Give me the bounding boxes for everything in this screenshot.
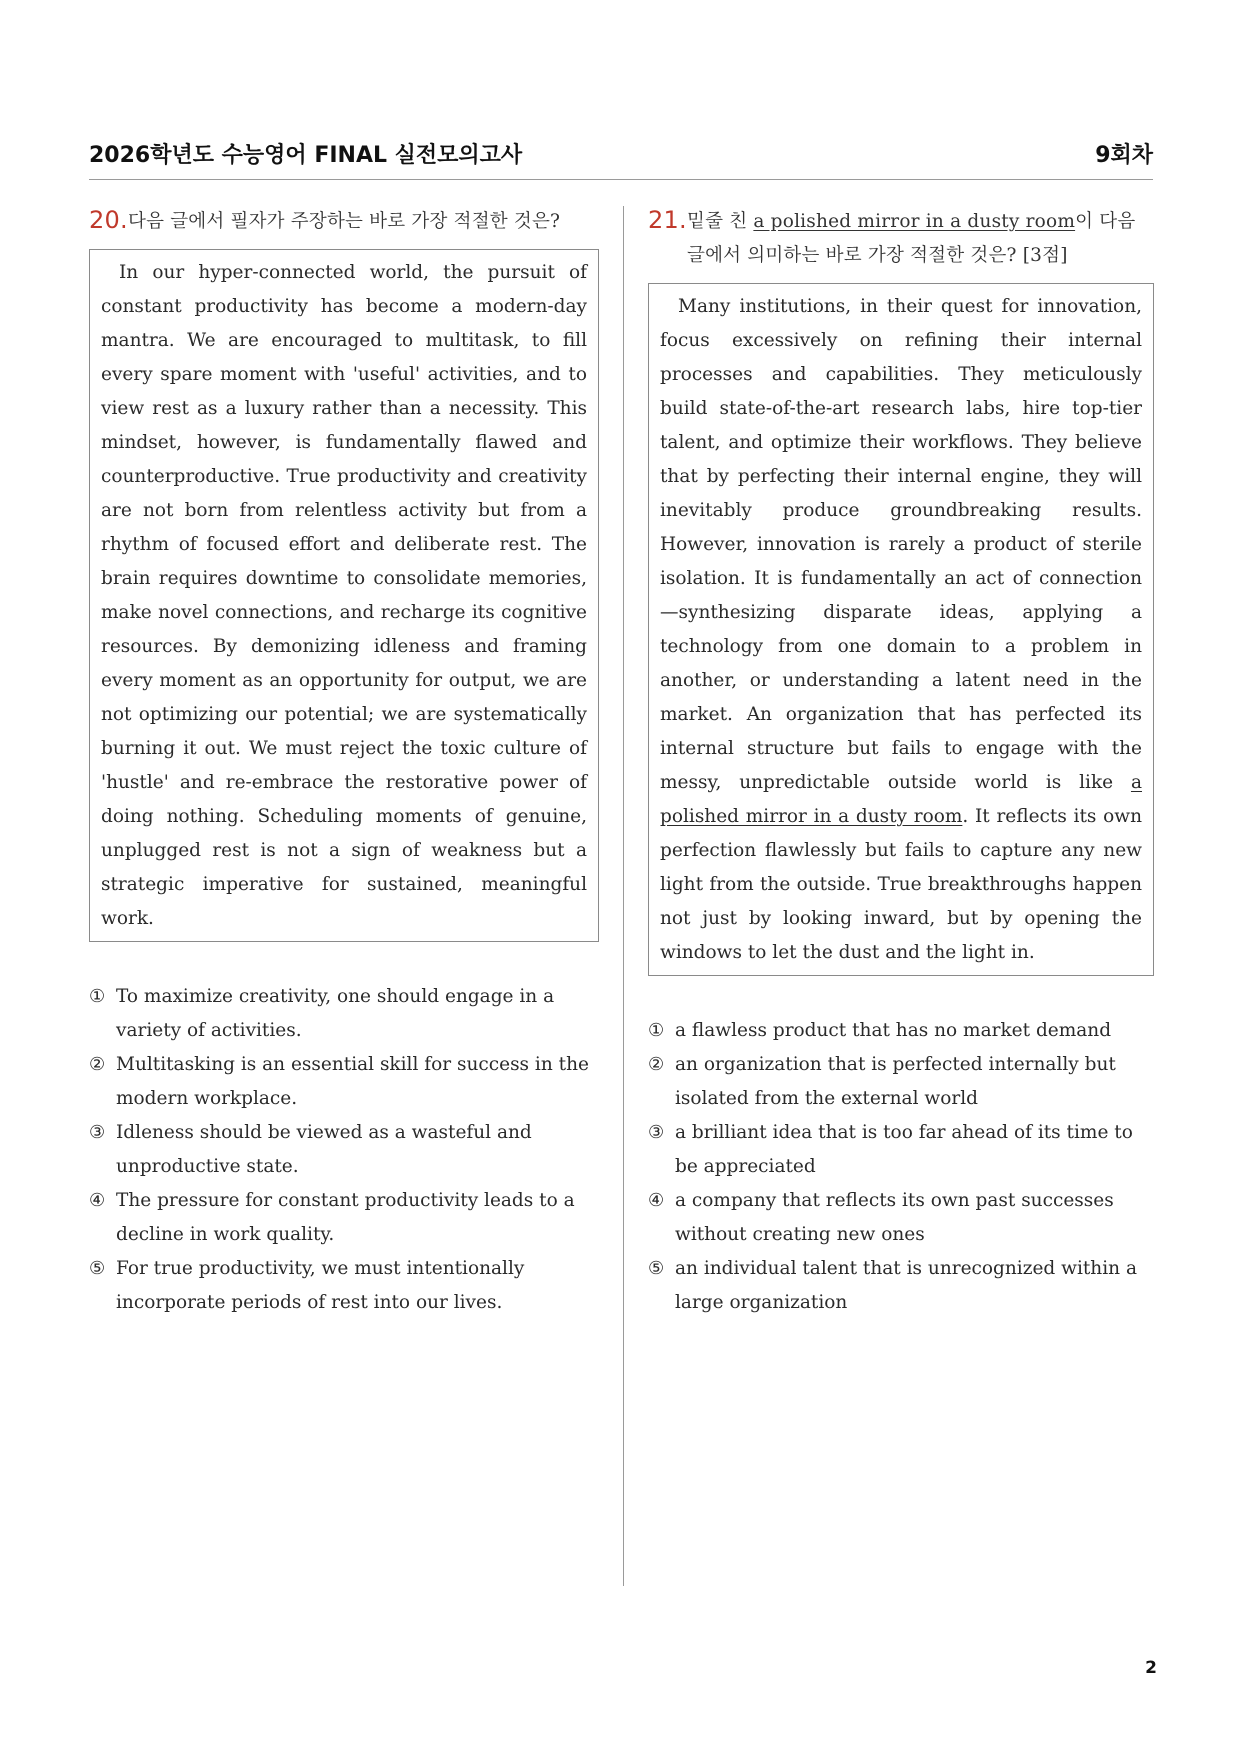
question-20-stem — [89, 205, 599, 239]
question-21-option-2[interactable] — [648, 1048, 1154, 1116]
option-number: ④ — [89, 1190, 106, 1211]
option-number: ③ — [89, 1122, 106, 1143]
question-21-passage — [648, 283, 1154, 976]
option-text: For true productivity, we must intentionally incorporate periods of rest into our lives. — [116, 1258, 525, 1313]
question-20-option-5[interactable] — [89, 1252, 599, 1320]
question-21-passage-text — [660, 290, 1142, 970]
question-20-passage — [89, 249, 599, 942]
question-21-option-5[interactable] — [648, 1252, 1154, 1320]
option-number: ① — [648, 1020, 665, 1041]
question-21-options — [648, 1014, 1154, 1320]
option-number: ⑤ — [89, 1258, 106, 1279]
question-21-stem-underlined: a polished mirror in a dusty room — [753, 211, 1076, 232]
question-21-stem — [648, 205, 1154, 273]
option-number: ④ — [648, 1190, 665, 1211]
question-20-options — [89, 980, 599, 1320]
option-text: a company that reflects its own past successes without creating new ones — [675, 1190, 1114, 1245]
option-number: ⑤ — [648, 1258, 665, 1279]
question-21-stem-suffix: 이 다음 글에서 의미하는 바로 가장 적절한 것은? [3점] — [687, 211, 1136, 266]
exam-title: 2026학년도 수능영어 FINAL 실전모의고사 — [89, 143, 523, 168]
option-number: ③ — [648, 1122, 665, 1143]
option-text: a brilliant idea that is too far ahead of its time to be appreciated — [675, 1122, 1133, 1177]
page-number: 2 — [1145, 1658, 1157, 1678]
option-text: Multitasking is an essential skill for success in the modern workplace. — [116, 1054, 589, 1109]
question-20-option-4[interactable] — [89, 1184, 599, 1252]
exam-round: 9회차 — [1095, 143, 1153, 168]
question-20-option-3[interactable] — [89, 1116, 599, 1184]
question-21 — [648, 205, 1154, 1320]
option-number: ② — [89, 1054, 106, 1075]
option-number: ② — [648, 1054, 665, 1075]
header-divider — [89, 179, 1153, 180]
question-21-number: 21. — [648, 206, 687, 234]
question-21-option-4[interactable] — [648, 1184, 1154, 1252]
question-21-passage-before: Many institutions, in their quest for innovation, focus excessively on refining their internal processes and capabilities. They meticulously build state-of-the-art research labs, hire top-tier talent, and optimize their workflows. They believe that by perfecting their internal engine, they will inevitably produce groundbreaking results. However, innovation is rarely a product of sterile isolation. It is fundamentally an act of connection—synthesizing disparate ideas, applying a technology from one domain to a problem in another, or understanding a latent need in the market. An organization that has perfected its internal structure but fails to engage with the messy, unpredictable outside world is like — [660, 296, 1142, 793]
question-20-option-1[interactable] — [89, 980, 599, 1048]
option-text: Idleness should be viewed as a wasteful and unproductive state. — [116, 1122, 532, 1177]
question-20 — [89, 205, 599, 1320]
question-21-passage-underlined: a polished mirror in a dusty room — [660, 772, 1142, 827]
question-20-passage-text: In our hyper-connected world, the pursuit of constant productivity has become a modern-day mantra. We are encouraged to multitask, to fill every spare moment with 'useful' activities, and to view rest as a luxury rather than a necessity. This mindset, however, is fundamentally flawed and counterproductive. True productivity and creativity are not born from relentless activity but from a rhythm of focused effort and deliberate rest. The brain requires downtime to consolidate memories, make novel connections, and recharge its cognitive resources. By demonizing idleness and framing every moment as an opportunity for output, we are not optimizing our potential; we are systematically burning it out. We must reject the toxic culture of 'hustle' and re-embrace the restorative power of doing nothing. Scheduling moments of genuine, unplugged rest is not a sign of weakness but a strategic imperative for sustained, meaningful work. — [101, 262, 587, 929]
question-20-number: 20. — [89, 206, 128, 234]
question-21-passage-after: . It reflects its own perfection flawlessly but fails to capture any new light from the outside. True breakthroughs happen not just by looking inward, but by opening the windows to let the dust and the light in. — [660, 806, 1142, 963]
option-text: an individual talent that is unrecognized within a large organization — [675, 1258, 1137, 1313]
question-21-stem-prefix: 밑줄 친 — [687, 211, 754, 232]
question-20-option-2[interactable] — [89, 1048, 599, 1116]
option-text: To maximize creativity, one should engage in a variety of activities. — [116, 986, 555, 1041]
question-20-stem-text: 다음 글에서 필자가 주장하는 바로 가장 적절한 것은? — [128, 211, 561, 232]
option-text: The pressure for constant productivity leads to a decline in work quality. — [116, 1190, 575, 1245]
question-21-option-1[interactable] — [648, 1014, 1154, 1048]
option-text: a flawless product that has no market demand — [675, 1020, 1112, 1041]
option-text: an organization that is perfected internally but isolated from the external world — [675, 1054, 1116, 1109]
page-header — [89, 141, 1153, 179]
question-21-option-3[interactable] — [648, 1116, 1154, 1184]
column-divider — [623, 206, 624, 1586]
option-number: ① — [89, 986, 106, 1007]
